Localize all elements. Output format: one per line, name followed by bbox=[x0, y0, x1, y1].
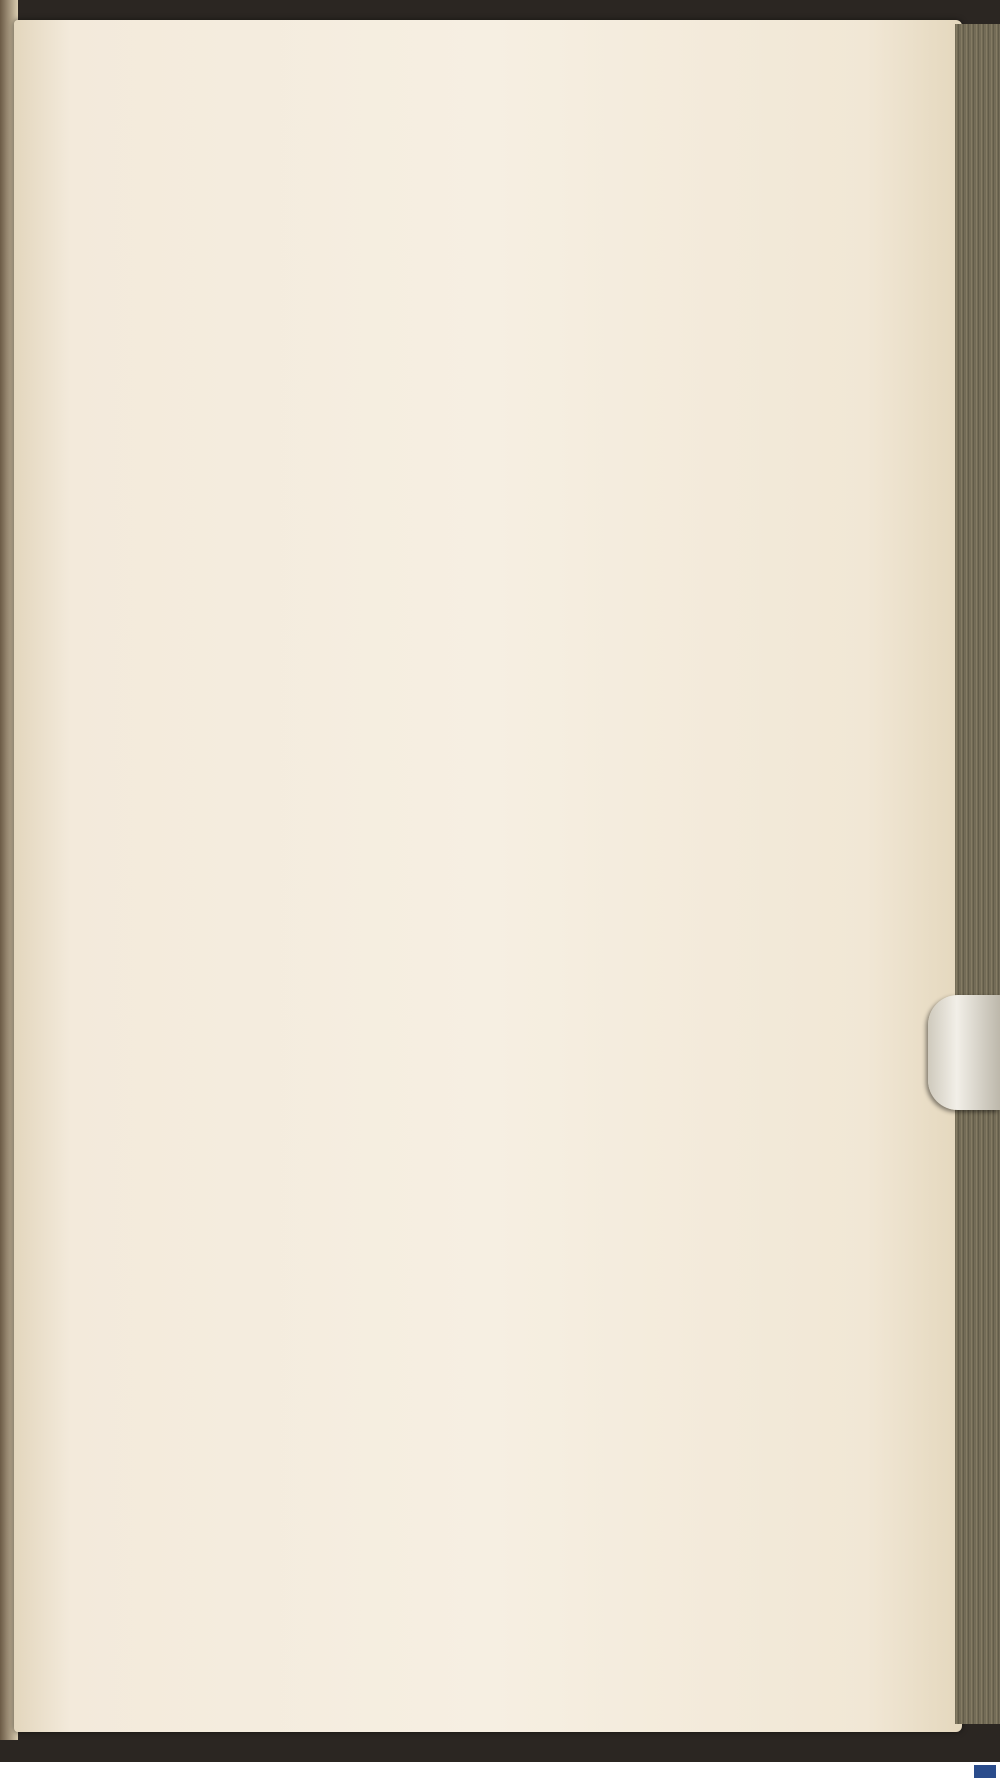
dfg-logo bbox=[974, 1765, 996, 1778]
digitization-footer bbox=[0, 1762, 1000, 1782]
page-clip bbox=[928, 995, 1000, 1110]
book-page bbox=[14, 20, 962, 1732]
page-fore-edge bbox=[955, 24, 1000, 1724]
